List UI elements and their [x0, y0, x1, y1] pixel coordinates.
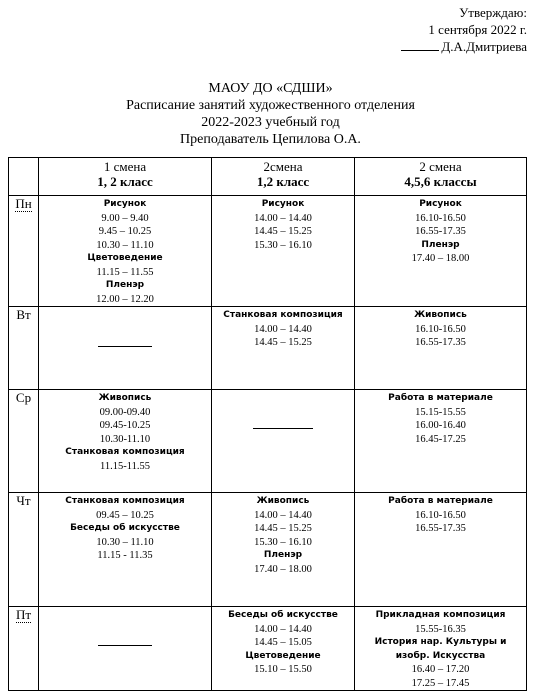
column-header	[212, 158, 355, 196]
time-slot: 14.00 – 14.40	[254, 623, 312, 635]
schedule-cell	[355, 390, 527, 493]
class-label: 1,2 класс	[256, 174, 310, 189]
time-slot: 15.10 – 15.50	[254, 664, 312, 675]
subject-name: История нар. Культуры и	[374, 637, 507, 647]
subject-name: Работа в материале	[388, 393, 493, 403]
empty-dash	[98, 346, 152, 347]
schedule-cell	[212, 307, 355, 390]
day-label: Пт	[15, 607, 32, 622]
subject-name: Рисунок	[103, 199, 147, 209]
subject-name: Живопись	[256, 496, 310, 506]
time-slot: 17.40 – 18.00	[254, 563, 312, 575]
approval-block	[401, 4, 527, 55]
day-cell	[9, 390, 39, 493]
time-slot: 11.15-11.55	[100, 460, 150, 472]
time-slot: 10.30 – 11.10	[96, 536, 154, 548]
table-header-row	[9, 158, 527, 196]
day-cell	[9, 307, 39, 390]
schedule-cell-empty	[39, 607, 212, 691]
time-slot: 14.45 – 15.25	[254, 337, 312, 348]
schedule-cell	[355, 607, 527, 691]
subject-name: Станковая композиция	[65, 496, 185, 506]
table-row	[9, 607, 527, 691]
time-slot: 9.00 – 9.40	[101, 212, 149, 224]
empty-dash	[98, 645, 152, 646]
time-slot: 11.15 - 11.35	[97, 550, 153, 561]
subject-name: Рисунок	[419, 199, 462, 209]
class-label: 4,5,6 классы	[404, 174, 477, 189]
table-row	[9, 307, 527, 390]
time-slot: 11.15 – 11.55	[96, 266, 154, 278]
subject-name: Живопись	[414, 310, 467, 320]
time-slot: 16.55-17.35	[415, 226, 466, 237]
org-name: МАОУ ДО «СДШИ»	[208, 81, 333, 96]
schedule-cell	[39, 493, 212, 607]
time-slot: 17.40 – 18.00	[411, 253, 470, 264]
column-header	[39, 158, 212, 196]
subject-name: Работа в материале	[388, 496, 493, 506]
time-slot: 09.45 – 10.25	[96, 509, 154, 521]
day-cell	[9, 196, 39, 307]
empty-dash	[253, 428, 313, 429]
day-label: Ср	[15, 390, 32, 405]
time-slot: 15.30 – 16.10	[254, 239, 312, 251]
schedule-cell	[39, 390, 212, 493]
time-slot: 17.25 – 17.45	[411, 677, 470, 689]
academic-year: 2022-2023 учебный год	[201, 115, 340, 130]
time-slot: 16.10-16.50	[415, 323, 466, 335]
subject-name: Беседы об искусстве	[228, 610, 338, 620]
schedule-cell	[39, 196, 212, 307]
shift-label: 1 смена	[103, 159, 147, 174]
time-slot: 16.40 – 17.20	[411, 664, 470, 675]
time-slot: 16.00-16.40	[415, 420, 466, 431]
subject-name: изобр. Искусства	[395, 650, 486, 661]
day-label: Чт	[16, 493, 31, 508]
table-row	[9, 196, 527, 307]
time-slot: 14.00 – 14.40	[254, 509, 312, 521]
subject-name: Пленэр	[421, 239, 460, 250]
shift-label: 2 смена	[419, 159, 462, 174]
schedule-cell	[355, 493, 527, 607]
time-slot: 9.45 – 10.25	[98, 226, 152, 237]
table-row	[9, 390, 527, 493]
schedule-cell	[212, 607, 355, 691]
time-slot: 09.00-09.40	[99, 406, 151, 418]
time-slot: 14.45 – 15.05	[254, 637, 312, 648]
document-heading	[0, 80, 541, 148]
schedule-cell-empty	[212, 390, 355, 493]
time-slot: 15.15-15.55	[415, 406, 466, 418]
time-slot: 16.55-17.35	[415, 337, 466, 348]
subject-name: Пленэр	[105, 280, 145, 290]
class-label: 1, 2 класс	[97, 174, 153, 189]
corner-cell	[9, 158, 39, 196]
subject-name: Станковая композиция	[65, 447, 185, 457]
teacher-name: Преподаватель Цепилова О.А.	[180, 132, 361, 147]
subject-name: Рисунок	[261, 199, 305, 209]
schedule-cell	[355, 196, 527, 307]
schedule-cell	[212, 196, 355, 307]
time-slot: 15.30 – 16.10	[254, 536, 312, 548]
time-slot: 14.00 – 14.40	[254, 212, 312, 224]
table-row	[9, 493, 527, 607]
schedule-cell-empty	[39, 307, 212, 390]
time-slot: 15.55-16.35	[415, 623, 466, 635]
approval-title: Утверждаю:	[459, 5, 527, 20]
time-slot: 09.45-10.25	[99, 420, 151, 431]
subject-name: Пленэр	[263, 550, 303, 560]
schedule-cell	[355, 307, 527, 390]
schedule-title: Расписание занятий художественного отделения	[126, 98, 415, 113]
time-slot: 12.00 – 12.20	[96, 293, 154, 305]
approval-date: 1 сентября 2022 г.	[428, 22, 527, 37]
time-slot: 14.00 – 14.40	[254, 323, 312, 335]
day-cell	[9, 607, 39, 691]
day-label: Пн	[15, 196, 32, 211]
schedule-table	[8, 157, 527, 691]
subject-name: Цветоведение	[87, 253, 163, 263]
time-slot: 10.30 – 11.10	[96, 239, 154, 251]
day-cell	[9, 493, 39, 607]
time-slot: 16.55-17.35	[415, 523, 466, 534]
shift-label: 2смена	[263, 159, 303, 174]
time-slot: 16.10-16.50	[415, 212, 466, 224]
subject-name: Станковая композиция	[223, 310, 343, 320]
time-slot: 16.10-16.50	[415, 509, 466, 521]
subject-name: Прикладная композиция	[375, 610, 506, 620]
column-header	[355, 158, 527, 196]
signature-line	[401, 39, 439, 51]
subject-name: Беседы об искусстве	[70, 523, 180, 533]
schedule-cell	[212, 493, 355, 607]
time-slot: 16.45-17.25	[415, 433, 466, 445]
approval-signature	[401, 38, 527, 55]
day-label: Вт	[16, 307, 31, 322]
time-slot: 14.45 – 15.25	[254, 226, 312, 237]
time-slot: 10.30-11.10	[99, 433, 151, 445]
approval-signer: Д.А.Дмитриева	[441, 39, 527, 54]
subject-name: Живопись	[98, 393, 152, 403]
subject-name: Цветоведение	[245, 650, 321, 661]
time-slot: 14.45 – 15.25	[254, 523, 312, 534]
